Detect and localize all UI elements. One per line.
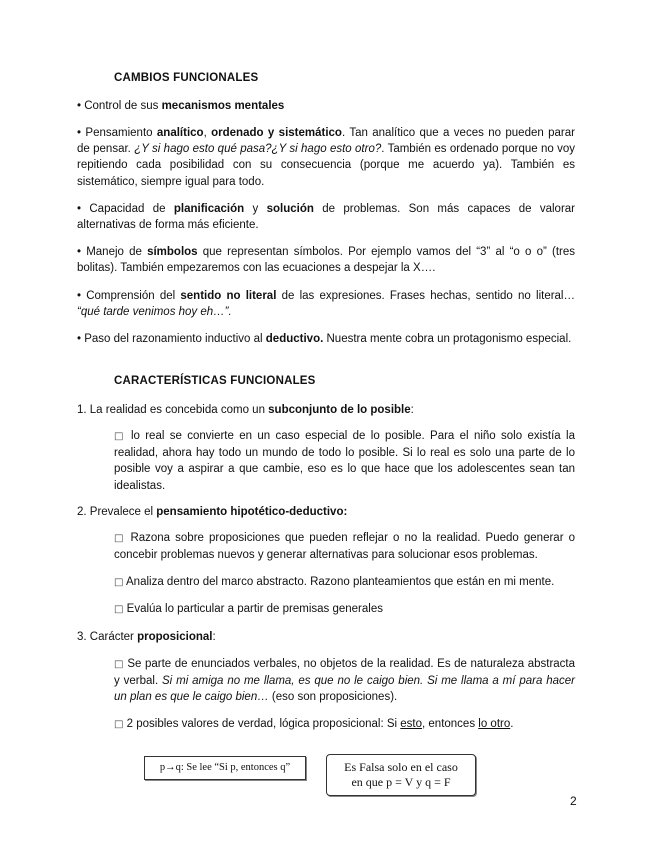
sub-item-lo-real: □ lo real se convierte en un caso especial de lo posible. Para el niño solo existía la realidad, ahora hay todo un mundo de todo lo posible. Si lo real es solo una parte de lo posible voy a aspirar a que cambie, eso es lo que hace que los adolescentes sean tan idealistas. — [114, 430, 575, 492]
paragraph-comprension: • Comprensión del sentido no literal de las expresiones. Frases hechas, sentido no literal… “qué tarde venimos hoy eh…”. — [77, 290, 575, 319]
page-number: 2 — [570, 794, 577, 808]
section-title-cambios: CAMBIOS FUNCIONALES — [114, 72, 259, 84]
formula-falsity-line1: Es Falsa solo en el caso — [344, 760, 458, 774]
section-title-caracteristicas: CARACTERÍSTICAS FUNCIONALES — [114, 375, 316, 387]
formula-implication-box: p→q: Se lee “Si p, entonces q” — [144, 756, 306, 780]
paragraph-pensamiento: • Pensamiento analítico, ordenado y sistemático. Tan analítico que a veces no pueden parar de pensar. ¿Y si hago esto qué pasa?¿Y si hago esto otro?. También es ordenado porque no voy repitiendo cada posibilidad con su consecuencia (porque me acuerdo ya). También es sistemático, siempre igual para todo. — [77, 127, 575, 188]
numbered-item-3: 3. Carácter proposicional: — [77, 631, 216, 643]
sub-item-evalua: □ Evalúa lo particular a partir de premisas generales — [114, 603, 383, 615]
checkbox-square-icon: □ — [114, 533, 126, 544]
checkbox-square-icon: □ — [114, 431, 126, 442]
numbered-item-2: 2. Prevalece el pensamiento hipotético-deductivo: — [77, 506, 348, 518]
checkbox-square-icon: □ — [114, 659, 124, 670]
sub-item-se-parte: □ Se parte de enunciados verbales, no objetos de la realidad. Es de naturaleza abstracta y verbal. Si mi amiga no me llama, es que no le caigo bien. Si me llama a mí para hacer un plan es que le caigo bien… (eso son proposiciones). — [114, 658, 576, 704]
paragraph-control: • Control de sus mecanismos mentales — [77, 100, 285, 112]
sub-item-analiza: □ Analiza dentro del marco abstracto. Razono planteamientos que están en mi mente. — [114, 576, 555, 588]
checkbox-square-icon: □ — [114, 604, 124, 615]
sub-item-razona: □ Razona sobre proposiciones que pueden reflejar o no la realidad. Puedo generar o concebir problemas nuevos y generar alternativas para solucionar esos problemas. — [114, 532, 576, 562]
paragraph-simbolos: • Manejo de símbolos que representan símbolos. Por ejemplo vamos del “3” al “o o o” (tres bolitas). También empezaremos con las ecuaciones a despejar la X…. — [77, 246, 575, 275]
formula-falsity-box — [326, 754, 476, 796]
sub-item-valores-verdad: □ 2 posibles valores de verdad, lógica proposicional: Si esto, entonces lo otro. — [114, 718, 514, 730]
numbered-item-1: 1. La realidad es concebida como un subconjunto de lo posible: — [77, 404, 414, 416]
paragraph-paso: • Paso del razonamiento inductivo al deductivo. Nuestra mente cobra un protagonismo especial. — [77, 333, 572, 345]
checkbox-square-icon: □ — [114, 577, 124, 588]
checkbox-square-icon: □ — [114, 719, 124, 730]
formula-falsity-line2: en que p = V y q = F — [351, 775, 451, 789]
paragraph-capacidad: • Capacidad de planificación y solución de problemas. Son más capaces de valorar alternativas de forma más eficiente. — [77, 203, 575, 232]
